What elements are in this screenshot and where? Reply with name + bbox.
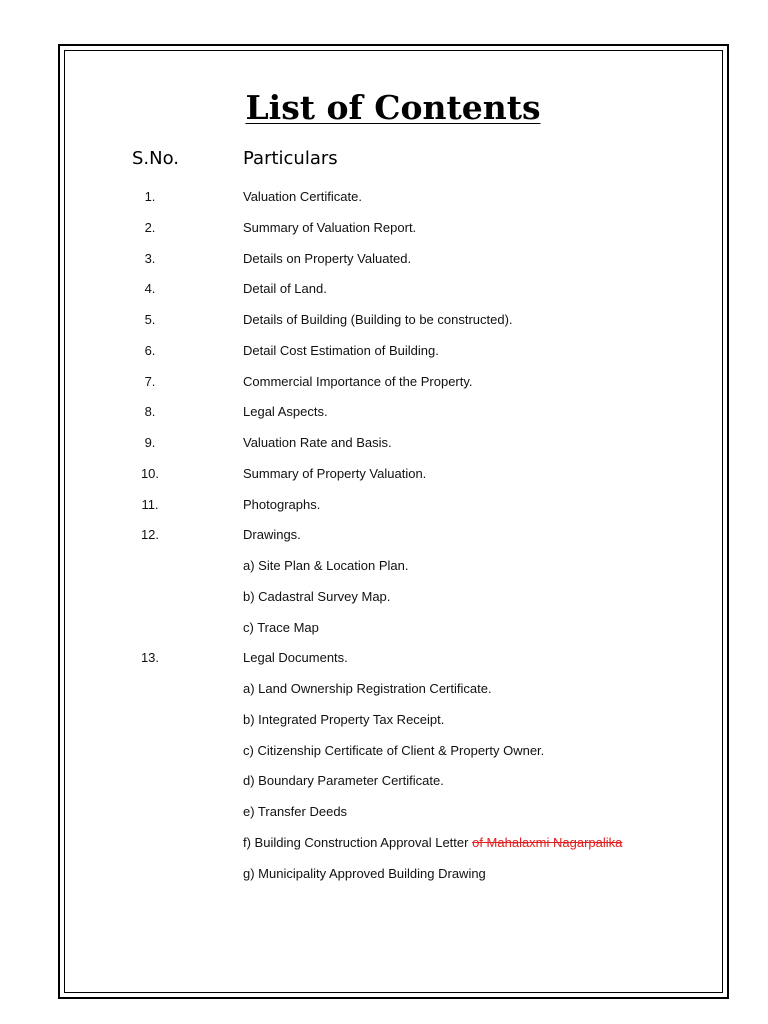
item-text-main: Drawings. (243, 527, 301, 542)
item-number: 7. (144, 374, 156, 389)
item-number: 10. (140, 466, 160, 481)
list-item (0, 620, 768, 640)
item-text-main: Legal Aspects. (243, 404, 328, 419)
list-item (0, 712, 768, 732)
item-text-main: g) Municipality Approved Building Drawing (243, 866, 486, 881)
list-item (0, 374, 768, 394)
item-number: 8. (144, 404, 156, 419)
item-text-main: Legal Documents. (243, 650, 348, 665)
item-text (243, 527, 301, 542)
list-item (0, 435, 768, 455)
item-text-main: d) Boundary Parameter Certificate. (243, 773, 444, 788)
item-text (243, 281, 327, 296)
item-number: 13. (140, 650, 160, 665)
column-header-particulars: Particulars (243, 148, 338, 169)
item-text (243, 681, 492, 696)
item-text (243, 589, 390, 604)
item-text (243, 343, 439, 358)
list-item (0, 220, 768, 240)
item-number: 3. (144, 251, 156, 266)
item-text (243, 497, 320, 512)
item-text (243, 435, 392, 450)
item-text-main: Valuation Rate and Basis. (243, 435, 392, 450)
item-text-main: b) Cadastral Survey Map. (243, 589, 391, 604)
list-item (0, 497, 768, 517)
list-item (0, 835, 768, 855)
item-text-main: Summary of Valuation Report. (243, 220, 417, 235)
list-item (0, 589, 768, 609)
struck-text: of Mahalaxmi Nagarpalika (472, 835, 623, 850)
item-text (243, 251, 411, 266)
item-number: 4. (144, 281, 156, 296)
item-text (243, 220, 416, 235)
item-text-main: Photographs. (243, 497, 321, 512)
item-text (243, 835, 622, 850)
list-item (0, 681, 768, 701)
item-number: 6. (144, 343, 156, 358)
item-text-main: Detail Cost Estimation of Building. (243, 343, 439, 358)
item-number: 1. (144, 189, 156, 204)
item-text-main: f) Building Construction Approval Letter (243, 835, 469, 850)
item-text-main: a) Land Ownership Registration Certificate. (243, 681, 492, 696)
list-item (0, 866, 768, 886)
list-item (0, 650, 768, 670)
list-item (0, 466, 768, 486)
item-text-main: Details on Property Valuated. (243, 251, 412, 266)
list-item (0, 281, 768, 301)
item-text (243, 650, 348, 665)
item-text-main: c) Trace Map (243, 620, 319, 635)
item-text (243, 773, 444, 788)
item-text (243, 743, 544, 758)
item-number: 12. (140, 527, 160, 542)
item-number: 11. (141, 497, 159, 512)
document-title: List of Contents (245, 88, 541, 127)
list-item (0, 312, 768, 332)
list-item (0, 558, 768, 578)
item-text (243, 189, 362, 204)
item-number: 5. (144, 312, 156, 327)
item-text (243, 312, 513, 327)
list-item (0, 404, 768, 424)
item-text-main: b) Integrated Property Tax Receipt. (243, 712, 445, 727)
item-text (243, 866, 486, 881)
list-item (0, 773, 768, 793)
item-text (243, 804, 347, 819)
item-text-main: Detail of Land. (243, 281, 327, 296)
item-text-main: Valuation Certificate. (243, 189, 362, 204)
list-item (0, 743, 768, 763)
list-item (0, 804, 768, 824)
list-item (0, 189, 768, 209)
list-item (0, 343, 768, 363)
item-text (243, 620, 319, 635)
item-number: 2. (144, 220, 156, 235)
item-text (243, 558, 409, 573)
column-header-sno: S.No. (132, 148, 180, 169)
item-text-main: Summary of Property Valuation. (243, 466, 427, 481)
list-item (0, 251, 768, 271)
page-frame (58, 44, 729, 999)
item-text (243, 404, 328, 419)
item-text (243, 374, 473, 389)
item-text-main: a) Site Plan & Location Plan. (243, 558, 409, 573)
list-item (0, 527, 768, 547)
item-number: 9. (144, 435, 156, 450)
item-text-main: Commercial Importance of the Property. (243, 374, 473, 389)
item-text-main: c) Citizenship Certificate of Client & Property Owner. (243, 743, 545, 758)
item-text-main: Details of Building (Building to be constructed). (243, 312, 513, 327)
item-text (243, 466, 426, 481)
item-text (243, 712, 444, 727)
item-text-main: e) Transfer Deeds (243, 804, 348, 819)
